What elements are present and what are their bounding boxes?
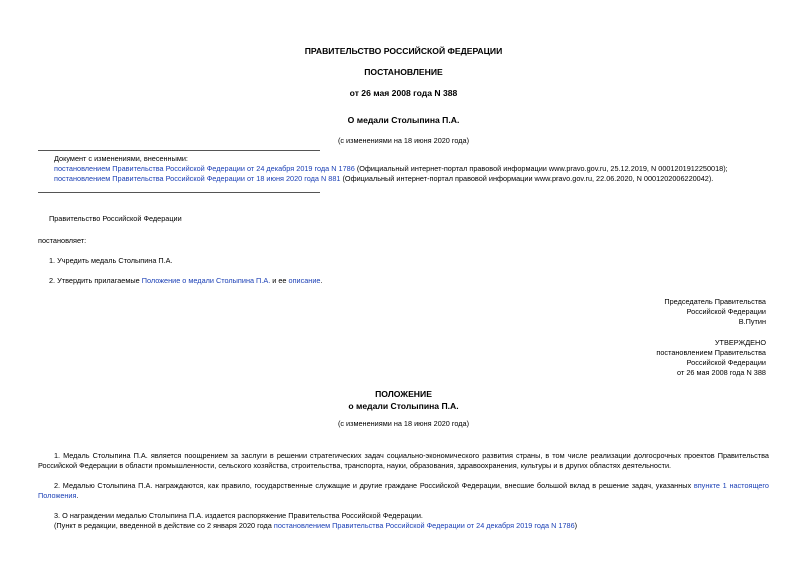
signature-country: Российской Федерации xyxy=(686,306,766,316)
amendment-link-2020[interactable]: постановлением Правительства Российской Федерации от 18 июня 2020 года N 881 xyxy=(54,173,341,183)
doc-type-heading: ПОСТАНОВЛЕНИЕ xyxy=(364,67,443,77)
regulation-paragraph-3-note: (Пункт в редакции, введенной в действие со 2 января 2020 года постановлением Правительства Российской Федерации от 24 декабря 2019 года N 1786) xyxy=(54,521,578,530)
changes-item-source: (Официальный интернет-портал правовой информации www.pravo.gov.ru, 25.12.2019, N 0001201912250018); xyxy=(354,163,728,173)
regulation-link[interactable]: Положение о медали Столыпина П.А. xyxy=(141,276,271,285)
amendment-link-2019[interactable]: постановлением Правительства Российской Федерации от 24 декабря 2019 года N 1786 xyxy=(54,163,355,173)
approved-country: Российской Федерации xyxy=(686,357,766,367)
changes-item xyxy=(54,164,794,174)
point-1-link[interactable]: впункте 1 настоящего Положения xyxy=(38,481,769,500)
regulation-paragraph-1: 1. Медаль Столыпина П.А. является поощрением за заслуги в решении стратегических задач социально-экономического развития страны, в том числе реализации долгосрочных проектов Правительства Российской Федерации в области промышленности, сельского хозяйства, строительства, транспорта, науки, образования, здравоохранения, культуры и в других областях деятельности. xyxy=(38,451,769,470)
government-heading: ПРАВИТЕЛЬСТВО РОССИЙСКОЙ ФЕДЕРАЦИИ xyxy=(304,46,503,56)
changes-item-source: (Официальный интернет-портал правовой информации www.pravo.gov.ru, 22.06.2020, N 0001202006220042). xyxy=(340,173,714,183)
doc-title: О медали Столыпина П.А. xyxy=(347,115,460,125)
signature-name: В.Путин xyxy=(738,316,766,326)
changes-item xyxy=(54,174,794,184)
item-1: 1. Учредить медаль Столыпина П.А. xyxy=(49,256,173,265)
changes-top-rule xyxy=(38,150,320,151)
regulation-paragraph-3: 3. О награждении медалью Столыпина П.А. издается распоряжение Правительства Российской Федерации. xyxy=(54,511,423,520)
preamble: Правительство Российской Федерации xyxy=(49,214,182,223)
regulation-subtitle: о медали Столыпина П.А. xyxy=(348,401,459,411)
regulation-amendment-note: (с изменениями на 18 июня 2020 года) xyxy=(337,419,470,428)
item-2: 2. Утвердить прилагаемые Положение о медали Столыпина П.А. и ее описание. xyxy=(49,276,323,285)
description-link[interactable]: описание xyxy=(288,276,321,285)
amendment-link-2019-note[interactable]: постановлением Правительства Российской Федерации от 24 декабря 2019 года N 1786 xyxy=(273,521,575,530)
changes-bottom-rule xyxy=(38,192,320,193)
signature-block xyxy=(664,297,766,327)
changes-box xyxy=(54,154,794,184)
doc-date-number: от 26 мая 2008 года N 388 xyxy=(349,88,458,98)
regulation-title: ПОЛОЖЕНИЕ xyxy=(375,389,432,399)
amendment-note: (с изменениями на 18 июня 2020 года) xyxy=(337,136,470,145)
approved-date: от 26 мая 2008 года N 388 xyxy=(677,367,766,377)
changes-intro: Документ с изменениями, внесенными: xyxy=(54,154,188,163)
approved-block xyxy=(656,338,766,377)
approved-by: постановлением Правительства xyxy=(656,347,766,357)
decrees-word: постановляет: xyxy=(38,236,87,245)
regulation-paragraph-2: 2. Медалью Столыпина П.А. награждаются, как правило, государственные служащие и другие граждане Российской Федерации, внесшие большой вклад в решение задач, указанных впункте 1 настоящего Положения. xyxy=(38,481,769,500)
approved-word: УТВЕРЖДЕНО xyxy=(714,338,766,347)
signature-position: Председатель Правительства xyxy=(664,297,766,306)
